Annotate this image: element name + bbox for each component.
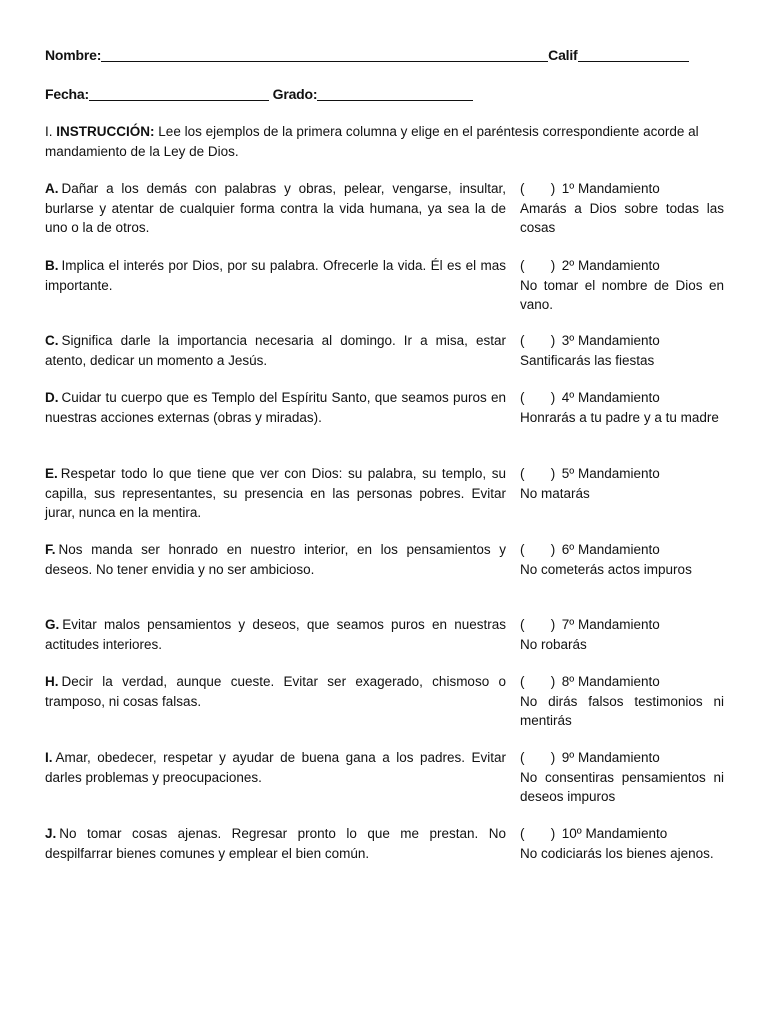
answer-blank[interactable]: ( ) — [520, 333, 556, 348]
grado-field[interactable] — [317, 86, 473, 101]
commandment-text: Amarás a Dios sobre todas las cosas — [520, 200, 724, 235]
instruction — [45, 122, 725, 162]
calif-label: Calif — [548, 47, 578, 63]
nombre-field[interactable] — [101, 47, 548, 62]
commandment-text: No tomar el nombre de Dios en vano. — [520, 277, 724, 312]
commandment-number: 2º Mandamiento — [561, 258, 660, 273]
commandment-number: 9º Mandamiento — [561, 750, 660, 765]
example-letter: J. — [45, 826, 57, 841]
answer-blank[interactable]: ( ) — [520, 181, 556, 196]
instruction-numeral: I. — [45, 124, 53, 139]
example-letter: C. — [45, 333, 59, 348]
commandment-number: 7º Mandamiento — [561, 617, 660, 632]
header-line-2 — [45, 86, 473, 102]
example-text: B. Implica el interés por Dios, por su palabra. Ofrecerle la vida. Él es el mas importante. — [45, 258, 506, 293]
answer-blank[interactable]: ( ) — [520, 542, 556, 557]
answer-option — [520, 672, 724, 731]
answer-option — [520, 179, 724, 238]
instruction-text: Lee los ejemplos de la primera columna y elige en el paréntesis correspondiente acorde al mandamiento de la Ley de Dios. — [45, 124, 699, 159]
commandment-number: 4º Mandamiento — [561, 390, 660, 405]
example-letter: H. — [45, 674, 59, 689]
answer-blank[interactable]: ( ) — [520, 674, 556, 689]
answer-option — [520, 824, 724, 863]
nombre-label: Nombre: — [45, 47, 102, 63]
example-text: G. Evitar malos pensamientos y deseos, que seamos puros en nuestras actitudes interiores. — [45, 617, 506, 652]
commandment-text: No codiciarás los bienes ajenos. — [520, 845, 714, 861]
example-letter: A. — [45, 181, 59, 196]
answer-option — [520, 748, 724, 807]
example-text: E. Respetar todo lo que tiene que ver con Dios: su palabra, su templo, su capilla, sus representantes, su presencia en las personas pobres. Evitar jurar, nunca en la mentira. — [45, 466, 506, 520]
commandment-text: No cometerás actos impuros — [520, 561, 692, 577]
commandment-text: No matarás — [520, 485, 590, 501]
fecha-field[interactable] — [89, 86, 269, 101]
answer-blank[interactable]: ( ) — [520, 390, 556, 405]
example-text: C. Significa darle la importancia necesaria al domingo. Ir a misa, estar atento, dedicar un momento a Jesús. — [45, 333, 506, 368]
answer-option — [520, 464, 724, 503]
answer-blank[interactable]: ( ) — [520, 466, 556, 481]
answer-option — [520, 256, 724, 315]
grado-label: Grado: — [272, 86, 318, 102]
commandment-number: 8º Mandamiento — [561, 674, 660, 689]
commandment-number: 10º Mandamiento — [561, 826, 668, 841]
answer-option — [520, 331, 724, 370]
calif-field[interactable] — [578, 47, 689, 62]
example-letter: E. — [45, 466, 58, 481]
example-letter: F. — [45, 542, 56, 557]
commandment-text: No robarás — [520, 636, 587, 652]
example-letter: D. — [45, 390, 59, 405]
example-letter: B. — [45, 258, 59, 273]
answer-blank[interactable]: ( ) — [520, 258, 556, 273]
answer-option — [520, 388, 724, 427]
commandment-text: Santificarás las fiestas — [520, 352, 655, 368]
example-letter: I. — [45, 750, 53, 765]
commandment-number: 5º Mandamiento — [561, 466, 660, 481]
answer-blank[interactable]: ( ) — [520, 826, 556, 841]
answer-option — [520, 540, 724, 579]
commandment-text: No dirás falsos testimonios ni mentirás — [520, 693, 724, 728]
example-letter: G. — [45, 617, 60, 632]
commandment-number: 3º Mandamiento — [561, 333, 660, 348]
example-text: D. Cuidar tu cuerpo que es Templo del Espíritu Santo, que seamos puros en nuestras acciones externas (obras y miradas). — [45, 390, 506, 425]
instruction-title: INSTRUCCIÓN: — [56, 124, 155, 139]
answer-blank[interactable]: ( ) — [520, 750, 556, 765]
commandment-number: 1º Mandamiento — [561, 181, 660, 196]
example-text: F. Nos manda ser honrado en nuestro interior, en los pensamientos y deseos. No tener envidia y no ser ambicioso. — [45, 542, 506, 577]
example-text: J. No tomar cosas ajenas. Regresar pronto lo que me prestan. No despilfarrar bienes comunes y emplear el bien común. — [45, 826, 506, 861]
example-text: H. Decir la verdad, aunque cueste. Evitar ser exagerado, chismoso o tramposo, ni cosas falsas. — [45, 674, 506, 709]
fecha-label: Fecha: — [45, 86, 89, 102]
answer-option — [520, 615, 724, 654]
example-text: I. Amar, obedecer, respetar y ayudar de buena gana a los padres. Evitar darles problemas y preocupaciones. — [45, 750, 506, 785]
commandment-text: No consentiras pensamientos ni deseos impuros — [520, 769, 724, 804]
commandment-number: 6º Mandamiento — [561, 542, 660, 557]
header-line-1 — [45, 47, 689, 63]
answer-blank[interactable]: ( ) — [520, 617, 556, 632]
example-text: A. Dañar a los demás con palabras y obras, pelear, vengarse, insultar, burlarse y atentar de cualquier forma contra la vida humana, ya sea la de uno o la de otros. — [45, 181, 506, 235]
commandment-text: Honrarás a tu padre y a tu madre — [520, 409, 719, 425]
